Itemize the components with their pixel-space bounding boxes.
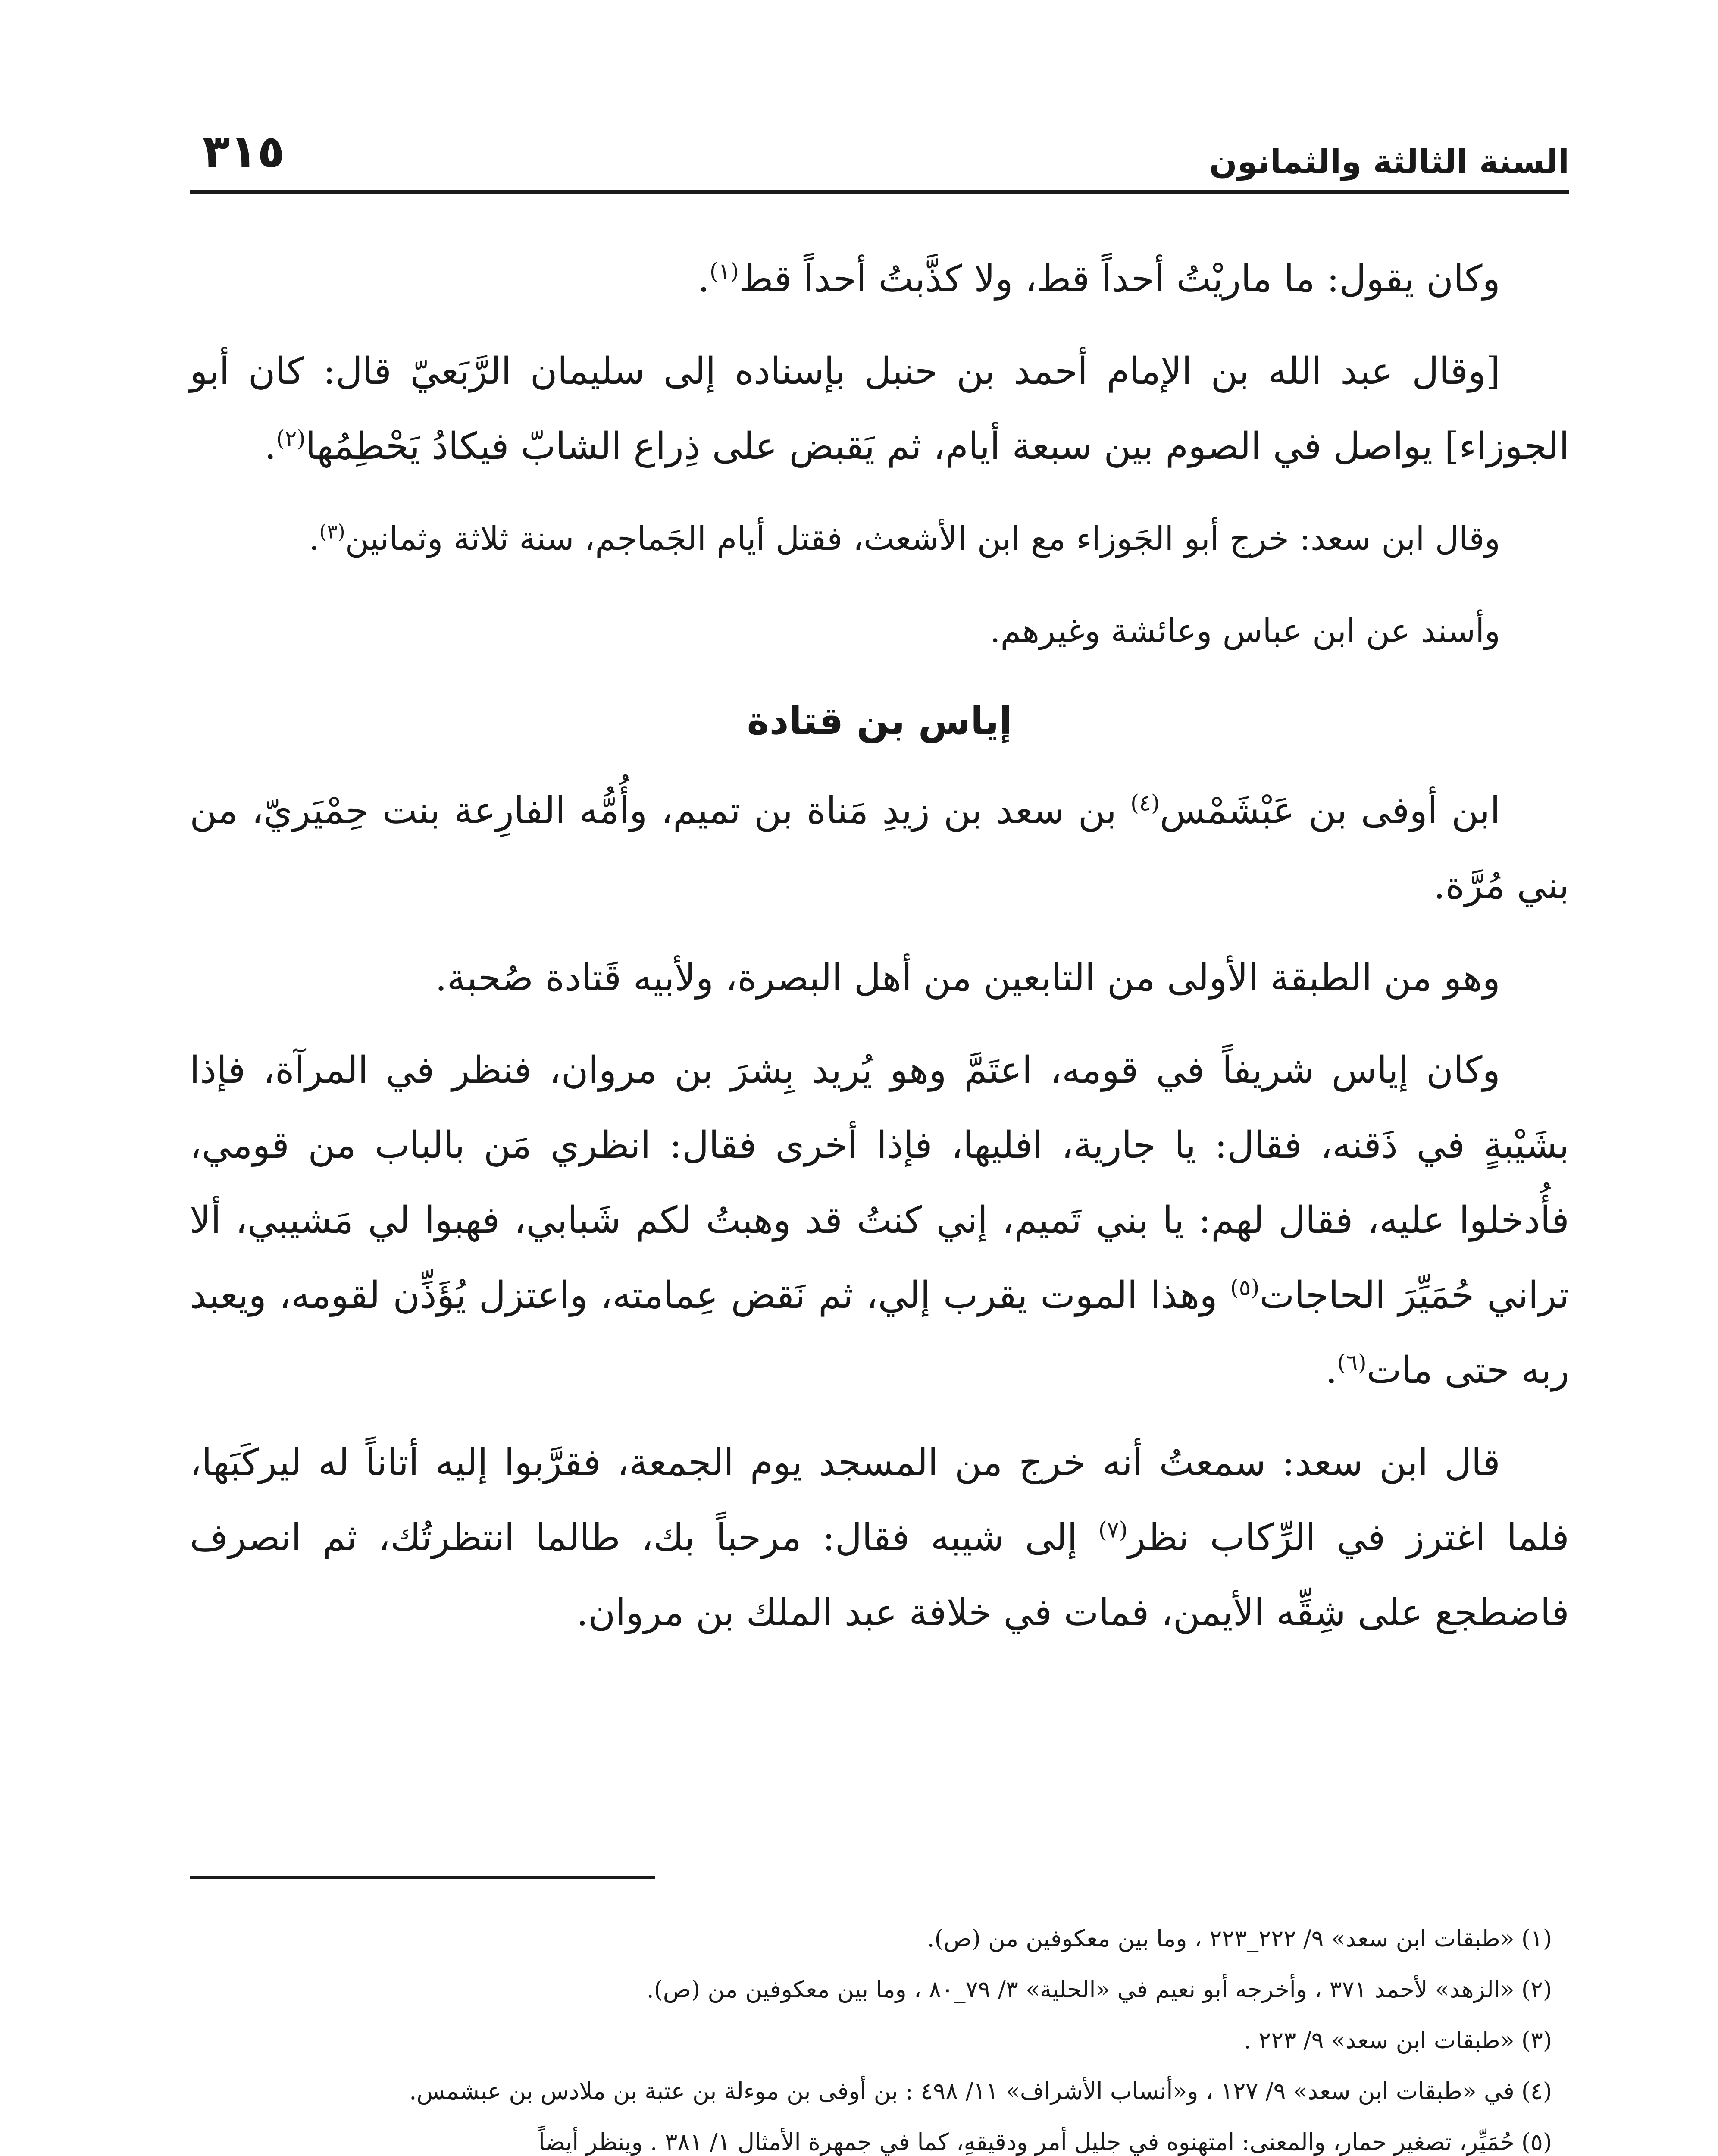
footnote-number: (١) (1521, 1925, 1552, 1952)
footnote-ref-3[interactable]: (٣) (319, 520, 345, 543)
paragraph-2: [وقال عبد الله بن الإمام أحمد بن حنبل بإسناده إلى سليمان الرَّبَعيّ قال: كان أبو الجوزاء] يواصل في الصوم بين سبعة أيام، ثم يَقبض على ذِراع الشابّ فيكادُ يَحْطِمُها$^{(٢)}$. (190, 350, 1569, 468)
footnote-text: «الزهد» لأحمد ٣٧١ ، وأخرجه أبو نعيم في «الحلية» ٣/ ٧٩_٨٠ ، وما بين معكوفين من (ص). (646, 1976, 1515, 2003)
paragraph-3: وقال ابن سعد: خرج أبو الجَوزاء مع ابن الأشعث، فقتل أيام الجَماجم، سنة ثلاثة وثمانين$^{(٣)}$. (309, 519, 1500, 558)
footnote-ref-7[interactable]: (٧) (1098, 1517, 1128, 1543)
footnote-3 (190, 2016, 1569, 2065)
footnote-2 (190, 1965, 1569, 2014)
running-title: السنة الثالثة والثمانون (1209, 142, 1569, 181)
main-text (190, 241, 1569, 1667)
section-heading: إياس بن قتادة (747, 699, 1012, 743)
page-header (190, 125, 1569, 194)
footnote-number: (٢) (1521, 1976, 1552, 2003)
footnote-number: (٤) (1521, 2078, 1552, 2105)
footnote-4 (190, 2067, 1569, 2115)
footnote-separator (190, 1876, 655, 1879)
footnote-ref-6[interactable]: (٦) (1337, 1350, 1367, 1376)
footnote-text: في «طبقات ابن سعد» ٩/ ١٢٧ ، و«أنساب الأشراف» ١١/ ٤٩٨ : بن أوفى بن موءلة بن عتبة بن ملادس بن عبشمس. (409, 2078, 1515, 2105)
paragraph-4: وأسند عن ابن عباس وعائشة وغيرهم. (990, 611, 1500, 650)
paragraph-7: وكان إياس شريفاً في قومه، اعتَمَّ وهو يُريد بِشرَ بن مروان، فنظر في المرآة، فإذا بشَيْبةٍ في ذَقنه، فقال: يا جارية، افليها، فإذا أخرى فقال: انظري مَن بالباب من قومي، فأُدخلوا عليه، فقال لهم: يا بني تَميم، إني كنتُ قد وهبتُ لكم شَبابي، فهبوا لي مَشيبي، ألا تراني حُمَيِّرَ الحاجات$^{(٥)}$ وهذا الموت يقرب إلي، ثم نَقض عِمامته، واعتزل يُؤَذِّن لقومه، ويعبد ربه حتى مات$^{(٦)}$. (190, 1049, 1569, 1392)
footnotes (190, 1915, 1569, 2156)
footnote-1 (190, 1915, 1569, 1963)
book-page (190, 125, 1569, 2156)
footnote-ref-4[interactable]: (٤) (1130, 790, 1160, 816)
paragraph-8: قال ابن سعد: سمعتُ أنه خرج من المسجد يوم الجمعة، فقرَّبوا إليه أتاناً له ليركَبَها، فلما اغترز في الرِّكاب نظر$^{(٧)}$ إلى شيبه فقال: مرحباً بك، طالما انتظرتُك، ثم انصرف فاضطجع على شِقِّه الأيمن، فمات في خلافة عبد الملك بن مروان. (190, 1441, 1570, 1634)
paragraph-6: وهو من الطبقة الأولى من التابعين من أهل البصرة، ولأبيه قَتادة صُحبة. (435, 956, 1500, 1000)
footnote-5 (190, 2118, 1569, 2156)
paragraph-1: وكان يقول: ما ماريْتُ أحداً قط، ولا كذَّبتُ أحداً قط$^{(١)}$. (698, 257, 1500, 301)
footnote-ref-2[interactable]: (٢) (276, 426, 306, 452)
page-number: ٣١٥ (203, 125, 285, 178)
footnote-ref-5[interactable]: (٥) (1230, 1275, 1260, 1301)
footnote-text: حُمَيِّر، تصغير حمار، والمعنى: امتهنوه في جليل أمرٍ ودقيقهِ، كما في جمهرة الأمثال ١/ ٣٨١ . وينظر أيضاً (538, 2128, 1515, 2156)
footnote-text: «طبقات ابن سعد» ٩/ ٢٢٢_٢٢٣ ، وما بين معكوفين من (ص). (927, 1925, 1515, 1952)
footnote-text: «طبقات ابن سعد» ٩/ ٢٢٣ . (1243, 2027, 1515, 2054)
footnote-ref-1[interactable]: (١) (709, 258, 739, 285)
footnote-number: (٣) (1521, 2027, 1552, 2054)
paragraph-5: ابن أوفى بن عَبْشَمْس$^{(٤)}$ بن سعد بن زيدِ مَناة بن تميم، وأُمُّه الفارِعة بنت حِمْيَريّ، من بني مُرَّة. (190, 789, 1569, 907)
footnote-number: (٥) (1521, 2128, 1552, 2156)
